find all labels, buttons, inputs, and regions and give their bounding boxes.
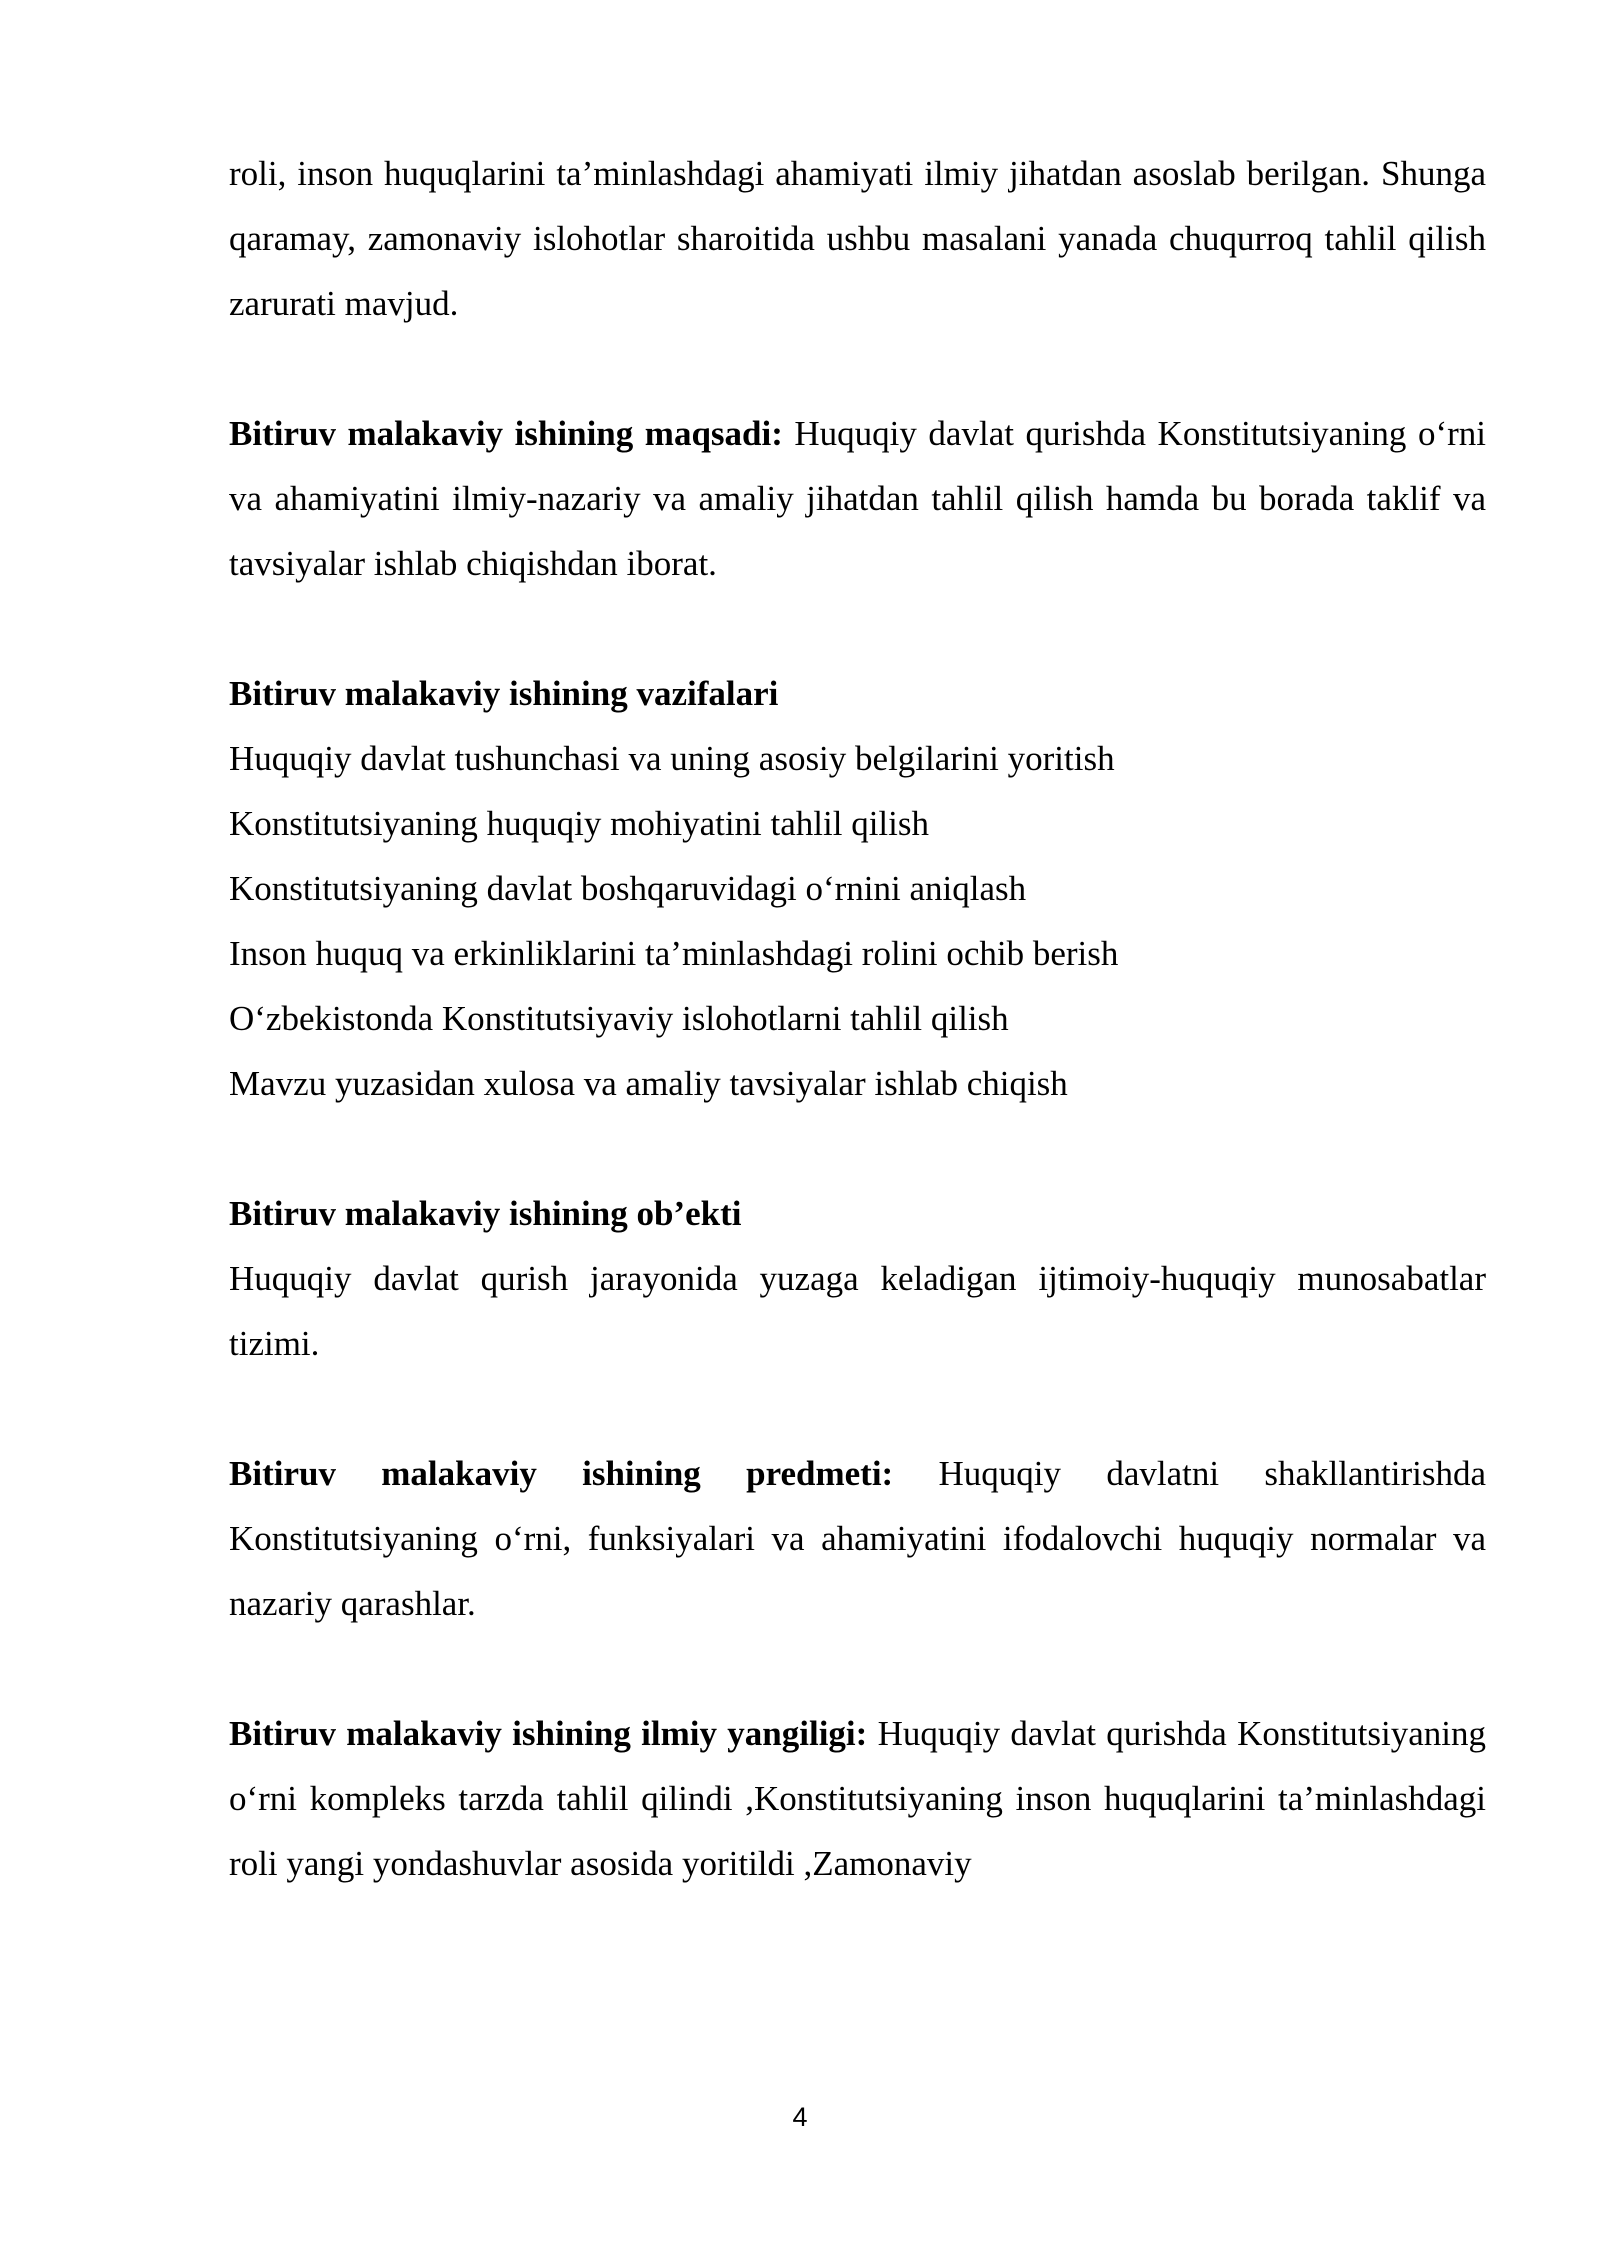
object-heading: Bitiruv malakaviy ishining ob’ekti — [229, 1194, 742, 1233]
intro-paragraph: roli, inson huquqlarini ta’minlashdagi ahamiyati ilmiy jihatdan asoslab berilgan. Shunga qaramay, zamonaviy islohotlar sharoitida ushbu masalani yanada chuqurroq tahlil qilish zarurati mavjud. — [229, 154, 1486, 323]
novelty-paragraph — [229, 1701, 1486, 1896]
task-item: Inson huquq va erkinliklarini ta’minlashdagi rolini ochib berish — [229, 934, 1119, 973]
task-item: Huquqiy davlat tushunchasi va uning asosiy belgilarini yoritish — [229, 739, 1115, 778]
task-item: Konstitutsiyaning davlat boshqaruvidagi o‘rnini aniqlash — [229, 869, 1027, 908]
object-paragraph: Huquqiy davlat qurish jarayonida yuzaga keladigan ijtimoiy-huquqiy munosabatlar tizimi. — [229, 1259, 1486, 1363]
page-content — [229, 141, 1486, 1896]
novelty-text: Huquqiy davlat qurishda Konstitutsiyaning o‘rni kompleks tarzda tahlil qilindi ,Konstitutsiyaning inson huquqlarini ta’minlashdagi roli yangi yondashuvlar asosida yoritildi ,Zamonaviy — [229, 1714, 1486, 1883]
tasks-heading: Bitiruv malakaviy ishining vazifalari — [229, 674, 779, 713]
subject-heading: Bitiruv malakaviy ishining predmeti: — [229, 1454, 894, 1493]
goal-heading: Bitiruv malakaviy ishining maqsadi: — [229, 414, 783, 453]
goal-paragraph — [229, 401, 1486, 596]
goal-text: Huquqiy davlat qurishda Konstitutsiyaning o‘rni va ahamiyatini ilmiy-nazariy va amaliy jihatdan tahlil qilish hamda bu borada taklif va tavsiyalar ishlab chiqishdan iborat. — [229, 414, 1486, 583]
subject-paragraph — [229, 1441, 1486, 1636]
task-item: Mavzu yuzasidan xulosa va amaliy tavsiyalar ishlab chiqish — [229, 1064, 1068, 1103]
novelty-heading: Bitiruv malakaviy ishining ilmiy yangiligi: — [229, 1714, 868, 1753]
subject-text: Huquqiy davlatni shakllantirishda Konstitutsiyaning o‘rni, funksiyalari va ahamiyatini ifodalovchi huquqiy normalar va nazariy qarashlar. — [229, 1454, 1486, 1623]
task-item: Konstitutsiyaning huquqiy mohiyatini tahlil qilish — [229, 804, 929, 843]
task-item: O‘zbekistonda Konstitutsiyaviy islohotlarni tahlil qilish — [229, 999, 1009, 1038]
page-number: 4 — [792, 2102, 808, 2132]
